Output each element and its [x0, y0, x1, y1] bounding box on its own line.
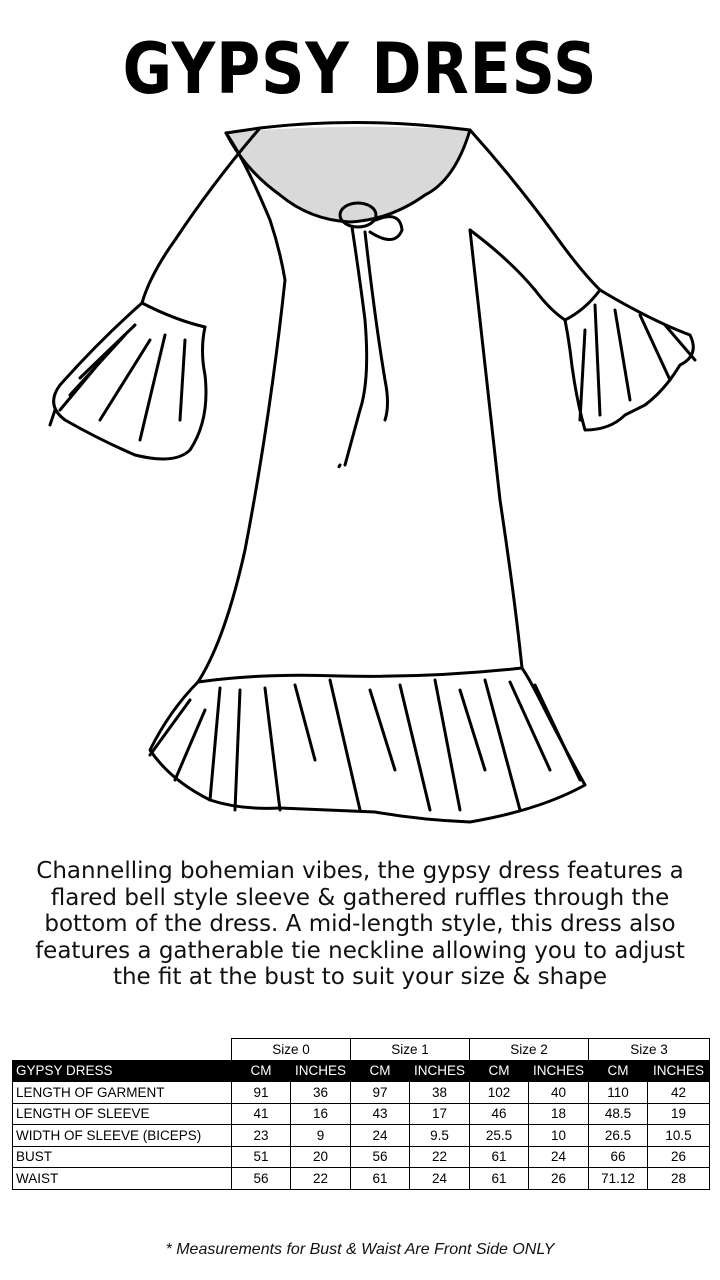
product-description: Channelling bohemian vibes, the gypsy dress features a flared bell style sleeve & gathered ruffles through the bottom of the dress. A mid-length style, this dress also features a gatherable tie neckline allowing you to adjust the fit at the bust to suit your size & shape [35, 858, 685, 990]
unit-header: INCHES [410, 1060, 470, 1082]
table-cell: 48.5 [589, 1103, 648, 1125]
table-cell: 61 [351, 1168, 410, 1190]
table-cell: 51 [232, 1146, 291, 1168]
unit-header: CM [589, 1060, 648, 1082]
table-cell: 24 [410, 1168, 470, 1190]
table-cell: 17 [410, 1103, 470, 1125]
table-cell: 102 [470, 1082, 529, 1104]
table-cell: 23 [232, 1125, 291, 1147]
unit-header: INCHES [648, 1060, 710, 1082]
table-cell: 91 [232, 1082, 291, 1104]
size-header: Size 2 [470, 1039, 589, 1061]
row-label: WAIST [13, 1168, 232, 1190]
unit-header: CM [470, 1060, 529, 1082]
table-cell: 22 [291, 1168, 351, 1190]
table-cell: 10.5 [648, 1125, 710, 1147]
table-cell: 46 [470, 1103, 529, 1125]
page-title: GYPSY DRESS [122, 28, 598, 110]
table-cell: 43 [351, 1103, 410, 1125]
table-cell: 66 [589, 1146, 648, 1168]
table-row [13, 1082, 710, 1104]
table-cell: 10 [529, 1125, 589, 1147]
unit-header: CM [351, 1060, 410, 1082]
dress-body-left [198, 280, 285, 682]
table-cell: 9.5 [410, 1125, 470, 1147]
table-row [13, 1168, 710, 1190]
table-cell: 42 [648, 1082, 710, 1104]
table-cell: 16 [291, 1103, 351, 1125]
table-cell: 18 [529, 1103, 589, 1125]
table-cell: 40 [529, 1082, 589, 1104]
table-cell: 61 [470, 1168, 529, 1190]
row-label: BUST [13, 1146, 232, 1168]
unit-header: INCHES [529, 1060, 589, 1082]
neckline-shading [226, 127, 470, 222]
table-row [13, 1146, 710, 1168]
table-cell: 28 [648, 1168, 710, 1190]
size-header: Size 3 [589, 1039, 710, 1061]
table-cell: 25.5 [470, 1125, 529, 1147]
unit-header-row [13, 1060, 710, 1082]
size-header: Size 0 [232, 1039, 351, 1061]
row-label: LENGTH OF SLEEVE [13, 1103, 232, 1125]
table-cell: 41 [232, 1103, 291, 1125]
size-header-row [13, 1039, 710, 1061]
table-cell: 26 [529, 1168, 589, 1190]
table-cell: 24 [529, 1146, 589, 1168]
table-cell: 61 [470, 1146, 529, 1168]
table-cell: 26 [648, 1146, 710, 1168]
table-cell: 9 [291, 1125, 351, 1147]
row-label: LENGTH OF GARMENT [13, 1082, 232, 1104]
table-row [13, 1103, 710, 1125]
size-chart-table [12, 1038, 710, 1190]
table-cell: 19 [648, 1103, 710, 1125]
table-cell: 20 [291, 1146, 351, 1168]
dress-illustration [40, 120, 720, 835]
table-cell: 22 [410, 1146, 470, 1168]
table-cell: 24 [351, 1125, 410, 1147]
table-cell: 110 [589, 1082, 648, 1104]
table-cell: 71.12 [589, 1168, 648, 1190]
right-sleeve-outline [470, 130, 600, 290]
unit-header: INCHES [291, 1060, 351, 1082]
row-label: WIDTH OF SLEEVE (BICEPS) [13, 1125, 232, 1147]
table-cell: 56 [351, 1146, 410, 1168]
table-row [13, 1125, 710, 1147]
unit-header: CM [232, 1060, 291, 1082]
dress-body-right [470, 230, 522, 668]
table-cell: 26.5 [589, 1125, 648, 1147]
product-label: GYPSY DRESS [13, 1060, 232, 1082]
table-cell: 36 [291, 1082, 351, 1104]
table-cell: 38 [410, 1082, 470, 1104]
table-cell: 97 [351, 1082, 410, 1104]
table-corner [13, 1039, 232, 1061]
measurement-footnote: * Measurements for Bust & Waist Are Front Side ONLY [165, 1241, 555, 1258]
table-cell: 56 [232, 1168, 291, 1190]
size-header: Size 1 [351, 1039, 470, 1061]
tie-string [345, 227, 367, 465]
